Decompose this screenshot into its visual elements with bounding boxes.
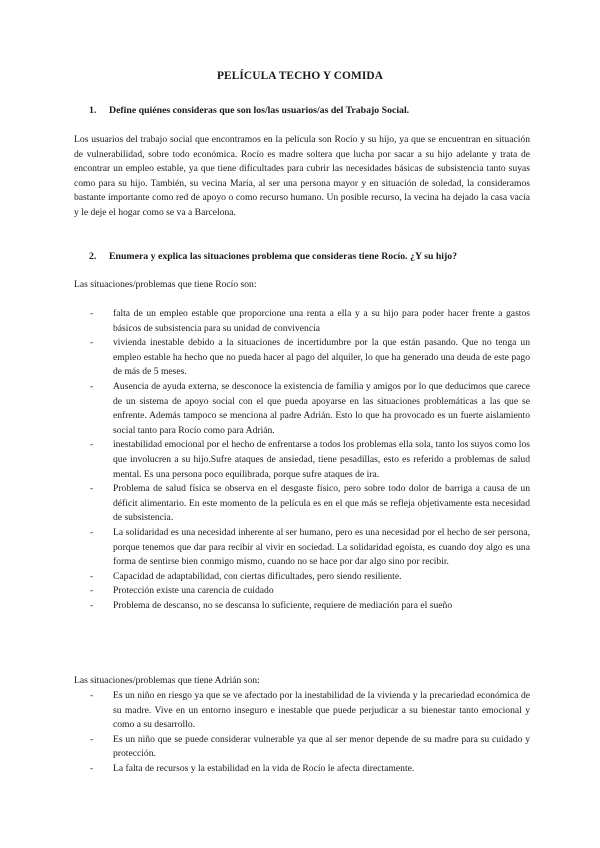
- list-item: [90, 584, 530, 599]
- list-item-text: Capacidad de adaptabilidad, con ciertas dificultades, pero siendo resiliente.: [113, 570, 402, 582]
- list-item-text: La falta de recursos y la estabilidad en la vida de Rocío le afecta directamente.: [113, 762, 415, 774]
- bullet-dash: -: [90, 733, 94, 745]
- list-item: [90, 733, 530, 762]
- list-item-text: La solidaridad es una necesidad inherente al ser humano, pero es una necesidad por el hecho de ser persona, porque tenemos que dar para recibir al vivir en sociedad. La solidaridad egoísta, es cuando doy algo es una forma de sentirse bien conmigo mismo, cuando no se hace por dar algo sino por recibir.: [113, 526, 530, 568]
- list-item-text: inestabilidad emocional por el hecho de enfrentarse a todos los problemas ella sola, tanto los suyos como los que involucren a su hijo.Sufre ataques de ansiedad, tiene pesadillas, esto es referido a problemas de salud mental. Es una persona poco equilibrada, porque sufre ataques de ira.: [113, 439, 530, 480]
- list-item: [90, 570, 530, 585]
- question-1-answer: Los usuarios del trabajo social que encontramos en la película son Rocío y su hijo, ya que se encuentran en situación de vulnerabilidad, sobre todo económica. Rocío es madre soltera que lucha por sacar a su hijo adelante y trata de encontrar un empleo estable, ya que tiene dificultades para cubrir las necesidades básicas de subsistencia tanto suyas como para su hijo. También, su vecina María, al ser una persona mayor y en situación de soledad, la consideramos bastante importante como red de apoyo o como recurso humano. Un posible recurso, la vecina ha dejado la casa vacía y le deje el hogar como se va a Barcelona.: [74, 134, 530, 218]
- list-item: [90, 526, 530, 570]
- bullet-dash: -: [90, 690, 94, 701]
- list-item-text: Es un niño en riesgo ya que se ve afectado por la inestabilidad de la vivienda y la precariedad económica de su madre. Vive en un entorno inseguro e inestable que puede perjudicar a su bienestar tanto emocional y como a su desarrollo.: [113, 690, 530, 731]
- page-title: PELÍCULA TECHO Y COMIDA: [216, 70, 384, 82]
- adrian-problem-list: [90, 689, 530, 777]
- list-item-text: Problema de salud física se observa en el desgaste físico, pero sobre todo dolor de barriga a causa de un déficit alimentario. En este momento de la película es en el que más se refleja objetivamente esta necesidad de subsistencia.: [113, 483, 530, 524]
- question-2-number: 2.: [89, 251, 97, 262]
- bullet-dash: -: [90, 308, 94, 319]
- rocio-intro: Las situaciones/problemas que tiene Rocío son:: [74, 279, 257, 290]
- list-item: [90, 689, 530, 733]
- question-1-text: Define quiénes consideras que son los/las usuarios/as del Trabajo Social.: [109, 105, 410, 116]
- list-item: [90, 438, 530, 482]
- rocio-problem-list: [90, 307, 530, 613]
- bullet-dash: -: [90, 380, 94, 392]
- list-item: [90, 336, 530, 380]
- bullet-dash: -: [90, 762, 94, 774]
- bullet-dash: -: [90, 526, 94, 538]
- question-1-number: 1.: [89, 105, 97, 116]
- bullet-dash: -: [90, 599, 94, 611]
- list-item-text: Protección existe una carencia de cuidado: [113, 585, 274, 597]
- list-item-text: Problema de descanso, no se descansa lo suficiente, requiere de mediación para el sueño: [113, 599, 453, 611]
- question-2-text: Enumera y explica las situaciones problema que consideras tiene Rocío. ¿Y su hijo?: [109, 251, 458, 262]
- list-item: [90, 762, 530, 777]
- list-item-text: Es un niño que se puede considerar vulnerable ya que al ser menor depende de su madre para su cuidado y protección.: [113, 733, 530, 760]
- list-item-text: vivienda inestable debido a la situaciones de incertidumbre por la que están pasando. Que no tenga un empleo estable ha hecho que no pueda hacer al pago del alquiler, lo que ha generado una deuda de este pago de más de 5 meses.: [113, 337, 530, 378]
- list-item: [90, 482, 530, 526]
- list-item: [90, 380, 530, 438]
- bullet-dash: -: [90, 585, 94, 597]
- bullet-dash: -: [90, 570, 94, 582]
- list-item-text: Ausencia de ayuda externa, se desconoce la existencia de familia y amigos por lo que deducimos que carece de un sistema de apoyo social con el que pueda apoyarse en las situaciones problemáticas a las que se enfrente. Además tampoco se menciona al padre Adrián. Esto lo que ha provocado es un fuerte aislamiento social tanto para Rocío como para Adrián.: [113, 380, 530, 436]
- bullet-dash: -: [90, 483, 94, 495]
- adrian-intro: Las situaciones/problemas que tiene Adrián son:: [74, 675, 260, 686]
- list-item: [90, 307, 530, 336]
- bullet-dash: -: [90, 337, 94, 349]
- list-item: [90, 599, 530, 614]
- bullet-dash: -: [90, 439, 94, 451]
- list-item-text: falta de un empleo estable que proporcione una renta a ella y a su hijo para poder hacer frente a gastos básicos de subsistencia para su unidad de convivencia: [113, 308, 530, 334]
